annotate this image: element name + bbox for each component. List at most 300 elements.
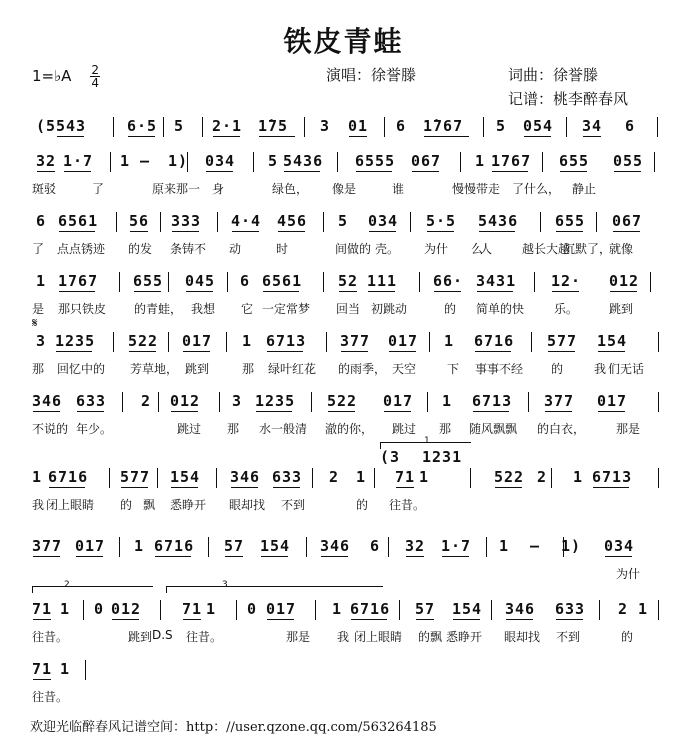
beam-line	[59, 291, 95, 292]
beam-line	[524, 136, 551, 137]
note-group: 6·5	[127, 117, 158, 135]
note-group: 5	[268, 152, 279, 170]
note-group: 6713	[472, 392, 513, 410]
barline	[311, 392, 312, 412]
note-group: 522	[494, 468, 525, 486]
volta-label: 2	[64, 580, 70, 590]
beam-line	[545, 411, 572, 412]
barline	[163, 117, 164, 137]
lyric-word: 闭上眼睛	[46, 498, 95, 512]
note-group: 2	[141, 392, 152, 410]
note-group: 0	[247, 600, 258, 618]
lyric-word: 下	[447, 362, 460, 376]
note-group: 57	[415, 600, 436, 618]
note-group: 012	[609, 272, 640, 290]
note-group: 6716	[154, 537, 195, 555]
lyric-word: 乐。	[554, 302, 579, 316]
notes-row	[0, 117, 687, 139]
note-group: 01	[348, 117, 369, 135]
note-group: 6555	[355, 152, 396, 170]
beam-line	[424, 136, 469, 137]
barline	[83, 600, 84, 620]
beam-line	[349, 136, 367, 137]
note-group: 32	[36, 152, 57, 170]
lyric-word: 的	[621, 630, 634, 644]
note-group: 52	[338, 272, 359, 290]
lyric-word: 绿色，	[272, 182, 309, 196]
lyric-word: 回当	[336, 302, 361, 316]
note-group: 034	[604, 537, 635, 555]
note-group: 3431	[476, 272, 517, 290]
score-line	[0, 316, 687, 382]
beam-line	[427, 231, 454, 232]
note-group: (5	[36, 117, 57, 135]
lyric-word: 像是	[332, 182, 357, 196]
note-group: 633	[272, 468, 303, 486]
lyric-word: 的	[444, 302, 457, 316]
notes-row	[0, 392, 687, 414]
barline	[491, 600, 492, 620]
barline	[566, 117, 567, 137]
singer-credit: 演唱：徐誉滕	[326, 66, 417, 84]
barline	[113, 332, 114, 352]
barline	[306, 537, 307, 557]
note-group: 71	[32, 600, 53, 618]
barline	[236, 600, 237, 620]
lyric-word: 条铸不	[170, 242, 207, 256]
barline	[160, 600, 161, 620]
barline	[429, 332, 430, 352]
lyric-word: 沉默了，	[563, 242, 612, 256]
score-line	[0, 152, 687, 202]
note-group: 34	[582, 117, 603, 135]
footer-credit: 欢迎光临醉春风记谱空间：http：//user.qzone.qq.com/563264185	[30, 720, 437, 735]
note-group: 3	[232, 392, 243, 410]
beam-line	[492, 171, 528, 172]
barline	[157, 468, 158, 488]
pickup-note: 1231	[422, 448, 463, 466]
beam-line	[593, 487, 629, 488]
lyric-word: 壳。	[375, 242, 400, 256]
lyric-word: 它	[241, 302, 254, 316]
beam-line	[57, 136, 84, 137]
beam-line	[121, 487, 148, 488]
score-line	[0, 580, 687, 650]
lyric-word: 那只铁皮	[58, 302, 107, 316]
barline	[216, 468, 217, 488]
barline	[116, 212, 117, 232]
note-group: –	[530, 537, 541, 555]
lyric-word: 跳过	[177, 422, 202, 436]
note-group: 1235	[55, 332, 96, 350]
note-group: 456	[277, 212, 308, 230]
lyric-word: 飘	[143, 498, 156, 512]
beam-line	[598, 411, 625, 412]
lyric-word: 慢慢带走	[452, 182, 501, 196]
beam-line	[412, 171, 439, 172]
lyric-word: 跳到	[128, 630, 153, 644]
lyric-word: 跳到	[185, 362, 210, 376]
note-group: 2	[329, 468, 340, 486]
barline	[202, 117, 203, 137]
beam-line	[231, 487, 258, 488]
barline	[540, 212, 541, 232]
barline	[110, 152, 111, 172]
song-title: 铁皮青蛙	[283, 25, 404, 58]
note-group: –	[140, 152, 151, 170]
notes-row	[0, 332, 687, 354]
barline	[304, 117, 305, 137]
note-group: 017	[383, 392, 414, 410]
note-group: 2·1	[212, 117, 243, 135]
notes-row	[0, 660, 687, 682]
beam-line	[267, 351, 303, 352]
note-group: 633	[555, 600, 586, 618]
barline	[427, 392, 428, 412]
note-group: 6	[36, 212, 47, 230]
beam-line	[33, 411, 60, 412]
note-group: 346	[32, 392, 63, 410]
note-group: 333	[171, 212, 202, 230]
beam-line	[356, 171, 392, 172]
note-group: 1	[120, 152, 131, 170]
lyric-word: 人	[480, 242, 493, 256]
note-group: 655	[559, 152, 590, 170]
lyric-word: 了	[92, 182, 105, 196]
note-group: 5·5	[426, 212, 457, 230]
lyric-word: 随风飘飘	[469, 422, 518, 436]
barline	[658, 392, 659, 412]
beam-line	[479, 231, 515, 232]
lyric-word: 的雨季，	[338, 362, 387, 376]
key-label: 1=♭A	[32, 67, 72, 85]
lyric-word: 不到	[556, 630, 581, 644]
lyric-word: 简单的快	[476, 302, 525, 316]
lyric-word: 芳草地，	[130, 362, 179, 376]
barline	[657, 117, 658, 137]
lyric-word: 动	[229, 242, 242, 256]
notes-row	[0, 468, 687, 490]
lyric-word: 不说的	[32, 422, 69, 436]
time-sig-denominator: 4	[91, 76, 100, 90]
beam-line	[477, 291, 513, 292]
beam-line	[64, 171, 91, 172]
beam-line	[598, 351, 625, 352]
note-group: 017	[266, 600, 297, 618]
note-group: 6561	[58, 212, 99, 230]
beam-line	[328, 411, 355, 412]
note-group: 4·4	[231, 212, 262, 230]
beam-line	[130, 231, 148, 232]
note-group: 346	[230, 468, 261, 486]
note-group: 1	[60, 600, 71, 618]
beam-line	[389, 351, 416, 352]
note-group: 6716	[474, 332, 515, 350]
lyric-word: 眼却找	[504, 630, 541, 644]
note-group: 1	[475, 152, 486, 170]
barline	[658, 468, 659, 488]
note-group: 6	[396, 117, 407, 135]
beam-line	[263, 291, 299, 292]
note-group: 054	[523, 117, 554, 135]
score-line	[0, 660, 687, 710]
beam-line	[183, 619, 201, 620]
note-group: 543	[56, 117, 87, 135]
note-group: 0	[94, 600, 105, 618]
note-group: 6713	[592, 468, 633, 486]
note-group: 6561	[262, 272, 303, 290]
volta-bracket-2	[32, 586, 153, 593]
note-group: 1	[134, 537, 145, 555]
beam-line	[384, 411, 411, 412]
volta-bracket-3	[166, 586, 383, 593]
note-group: 154	[260, 537, 291, 555]
barline	[650, 272, 651, 292]
barline	[168, 272, 169, 292]
barline	[312, 468, 313, 488]
barline	[460, 152, 461, 172]
note-group: 1767	[58, 272, 99, 290]
beam-line	[49, 487, 85, 488]
note-group: 633	[76, 392, 107, 410]
beam-line	[434, 291, 461, 292]
note-group: 1̇75	[258, 117, 289, 135]
beam-line	[556, 231, 583, 232]
lyric-word: 的	[551, 362, 564, 376]
beam-line	[59, 231, 95, 232]
beam-line	[406, 556, 424, 557]
lyric-word: 天空	[392, 362, 417, 376]
beam-line	[556, 619, 583, 620]
notes-row	[0, 272, 687, 294]
note-group: 5436	[283, 152, 324, 170]
barline	[119, 537, 120, 557]
pickup-note: (3	[380, 448, 401, 466]
beam-line	[128, 136, 155, 137]
note-group: 012	[111, 600, 142, 618]
note-group: 71	[182, 600, 203, 618]
note-group: 655	[555, 212, 586, 230]
lyric-word: 那	[227, 422, 240, 436]
beam-line	[129, 351, 156, 352]
lyric-word: 初跳动	[371, 302, 408, 316]
barline	[158, 392, 159, 412]
note-group: 6	[370, 537, 381, 555]
barline	[168, 332, 169, 352]
lyric-word: 静止	[572, 182, 597, 196]
beam-line	[186, 291, 213, 292]
volta-label: 3	[222, 580, 228, 590]
note-group: 5	[174, 117, 185, 135]
note-group: 1	[356, 468, 367, 486]
note-group: 1·7	[441, 537, 472, 555]
note-group: 1	[32, 468, 43, 486]
note-group: 017	[388, 332, 419, 350]
beam-line	[112, 619, 139, 620]
lyric-word: 我	[337, 630, 350, 644]
score-line	[0, 212, 687, 262]
notes-row	[0, 600, 687, 622]
barline	[542, 152, 543, 172]
beam-line	[548, 351, 575, 352]
barline	[596, 212, 597, 232]
lyric-word: 水一般清	[259, 422, 308, 436]
beam-line	[552, 291, 579, 292]
note-group: 1̇767	[423, 117, 464, 135]
barline	[323, 212, 324, 232]
lyric-word: 澈的你，	[325, 422, 374, 436]
note-group: 045	[185, 272, 216, 290]
barline	[563, 537, 564, 557]
composer-credit: 词曲：徐誉滕	[508, 66, 599, 84]
lyric-word: 了什么，	[512, 182, 561, 196]
beam-line	[77, 411, 104, 412]
lyric-word: 往昔。	[32, 690, 69, 704]
barline	[531, 332, 532, 352]
lyric-word: 的飘	[418, 630, 443, 644]
lyric-word: D.S	[152, 628, 173, 642]
score-line	[0, 436, 687, 518]
barline	[388, 537, 389, 557]
beam-line	[278, 231, 305, 232]
beam-line	[172, 231, 199, 232]
note-group: 1	[36, 272, 47, 290]
note-group: 6	[625, 117, 636, 135]
barline	[337, 152, 338, 172]
note-group: 2	[618, 600, 629, 618]
lyric-word: 往昔。	[32, 630, 69, 644]
beam-line	[33, 679, 51, 680]
note-group: 6	[240, 272, 251, 290]
note-group: 655	[133, 272, 164, 290]
note-group: 1	[242, 332, 253, 350]
lyric-word: 的	[120, 498, 133, 512]
beam-line	[506, 619, 533, 620]
note-group: 5436	[478, 212, 519, 230]
note-group: 6713	[266, 332, 307, 350]
lyric-word: 一定常梦	[262, 302, 311, 316]
barline	[399, 600, 400, 620]
barline	[599, 600, 600, 620]
barline	[208, 537, 209, 557]
note-group: 6716	[48, 468, 89, 486]
barline	[410, 212, 411, 232]
beam-line	[341, 351, 368, 352]
barline	[470, 468, 471, 488]
beam-line	[321, 556, 348, 557]
beam-line	[495, 487, 522, 488]
beam-line	[605, 556, 632, 557]
lyric-word: 的发	[128, 242, 153, 256]
lyric-word: 回忆中的	[57, 362, 106, 376]
note-group: 3	[320, 117, 331, 135]
lyric-word: 的青蛙，	[134, 302, 183, 316]
note-group: 5	[338, 212, 349, 230]
beam-line	[610, 291, 637, 292]
lyric-word: 年少。	[76, 422, 113, 436]
lyric-word: 身	[212, 182, 225, 196]
note-group: 6716	[350, 600, 391, 618]
beam-line	[368, 291, 395, 292]
barline	[374, 468, 375, 488]
note-group: 1·7	[63, 152, 94, 170]
note-group: 154	[170, 468, 201, 486]
lyric-word: 为什	[424, 242, 449, 256]
beam-line	[33, 619, 51, 620]
barline	[658, 332, 659, 352]
note-group: 346	[320, 537, 351, 555]
barline	[483, 117, 484, 137]
volta-label: 1	[424, 436, 430, 446]
note-group: 1	[60, 660, 71, 678]
barline	[113, 117, 114, 137]
barline	[122, 392, 123, 412]
score-line	[0, 537, 687, 587]
note-group: 377	[544, 392, 575, 410]
note-group: 346	[505, 600, 536, 618]
segno-sign: 𝄋	[32, 316, 38, 331]
lyric-word: 斑驳	[32, 182, 57, 196]
score-line	[0, 272, 687, 322]
barline	[109, 468, 110, 488]
lyric-word: 闭上眼睛	[354, 630, 403, 644]
beam-line	[171, 411, 198, 412]
lyric-word: 悉睁开	[446, 630, 483, 644]
note-group: 111	[367, 272, 398, 290]
note-group: 66·	[433, 272, 464, 290]
beam-line	[351, 619, 387, 620]
note-group: 1235	[255, 392, 296, 410]
note-group: 1	[638, 600, 649, 618]
lyric-word: 的	[356, 498, 369, 512]
lyric-word: 不到	[281, 498, 306, 512]
barline	[551, 468, 552, 488]
lyric-word: 了	[32, 242, 45, 256]
lyric-word: 时	[276, 242, 289, 256]
note-group: 57	[224, 537, 245, 555]
note-group: 2	[537, 468, 548, 486]
barline	[654, 152, 655, 172]
lyric-word: 绿叶红花	[268, 362, 317, 376]
lyric-word: 跳过	[392, 422, 417, 436]
barline	[419, 272, 420, 292]
beam-line	[213, 136, 240, 137]
note-group: 017	[597, 392, 628, 410]
lyric-word: 就像	[609, 242, 634, 256]
note-group: 577	[547, 332, 578, 350]
lyric-word: 那是	[286, 630, 311, 644]
lyric-word: 往昔。	[186, 630, 223, 644]
lyric-word: 谁	[392, 182, 405, 196]
note-group: 034	[205, 152, 236, 170]
beam-line	[134, 291, 161, 292]
note-group: 1)	[168, 152, 189, 170]
beam-line	[475, 351, 511, 352]
beam-line	[206, 171, 233, 172]
barline	[534, 272, 535, 292]
beam-line	[339, 291, 357, 292]
beam-line	[473, 411, 509, 412]
lyric-word: 越长大越	[522, 242, 571, 256]
note-group: 154	[597, 332, 628, 350]
barline	[384, 117, 385, 137]
beam-line	[76, 556, 103, 557]
barline	[160, 212, 161, 232]
beam-line	[183, 351, 210, 352]
barline	[85, 660, 86, 680]
lyric-word: 是	[32, 302, 45, 316]
lyric-word: 原来那一	[152, 182, 201, 196]
